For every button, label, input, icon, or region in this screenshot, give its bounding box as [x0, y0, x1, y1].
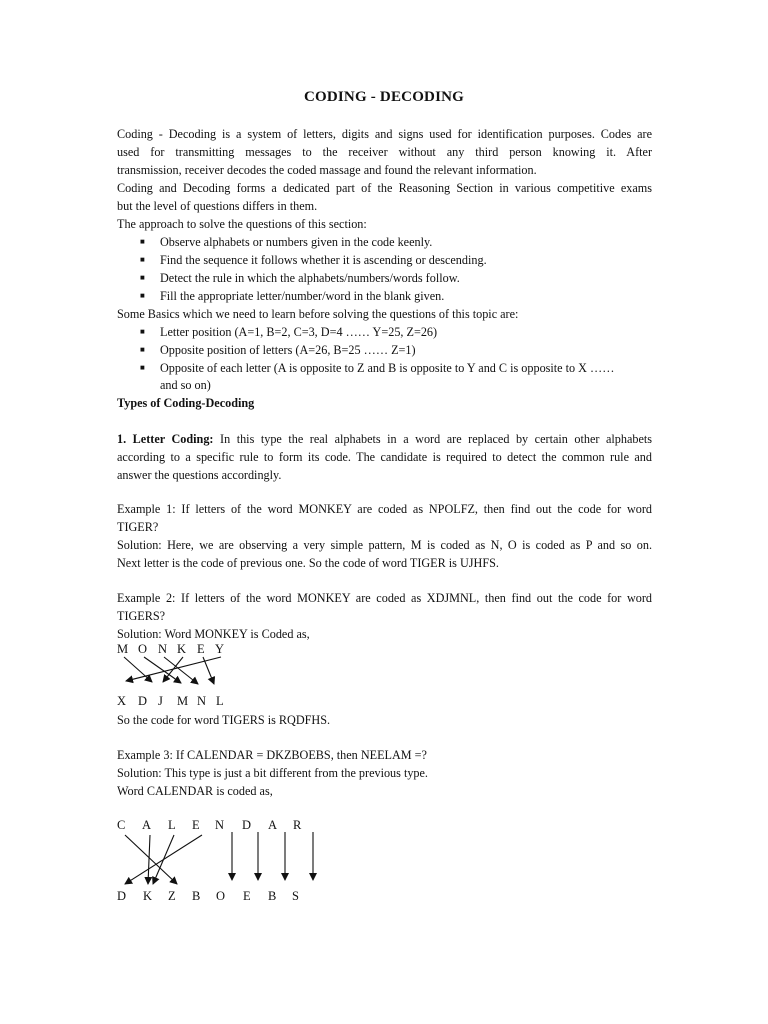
bullet-icon: ■ — [140, 237, 145, 246]
bottom-letter: M — [177, 694, 189, 708]
example2-line: TIGERS? — [117, 609, 166, 623]
bottom-letter: K — [143, 889, 153, 903]
approach-item: Observe alphabets or numbers given in the code keenly. — [160, 235, 433, 249]
basics-item-continued: and so on) — [160, 378, 211, 392]
basics-item: Opposite of each letter (A is opposite to Z and B is opposite to Y and C is opposite to X …… — [160, 361, 615, 375]
top-letter: N — [215, 818, 225, 832]
top-letter: Y — [215, 642, 225, 656]
example1-line: Example 1: If letters of the word MONKEY are coded as NPOLFZ, then find out the code for word — [117, 502, 652, 516]
intro-line: but the level of questions differs in them. — [117, 199, 318, 213]
top-letter: L — [168, 818, 176, 832]
types-heading: Types of Coding-Decoding — [117, 396, 255, 410]
top-letter: R — [293, 818, 302, 832]
bottom-letter: X — [117, 694, 127, 708]
page-title: CODING - DECODING — [303, 89, 465, 105]
intro-line: transmission, receiver decodes the coded massage and found the relevant information. — [117, 163, 537, 177]
basics-heading: Some Basics which we need to learn before solving the questions of this topic are: — [117, 307, 519, 321]
bullet-icon: ■ — [140, 345, 145, 354]
bottom-letter: D — [138, 694, 148, 708]
mapping-arrow — [203, 657, 214, 684]
bottom-letter: B — [192, 889, 201, 903]
top-letter: A — [142, 818, 152, 832]
top-letter: O — [138, 642, 148, 656]
mapping-arrow — [125, 835, 177, 884]
bullet-icon: ■ — [140, 327, 145, 336]
bottom-letter: D — [117, 889, 127, 903]
bottom-letter: Z — [168, 889, 176, 903]
example3-line: Example 3: If CALENDAR = DKZBOEBS, then NEELAM =? — [117, 748, 427, 762]
intro-line: Coding and Decoding forms a dedicated part of the Reasoning Section in various competitive exams — [117, 181, 652, 195]
example2-line: Example 2: If letters of the word MONKEY are coded as XDJMNL, then find out the code for word — [117, 591, 652, 605]
top-letter: K — [177, 642, 187, 656]
example3-line: Solution: This type is just a bit different from the previous type. — [117, 766, 428, 780]
bottom-letter: N — [197, 694, 207, 708]
letter-coding-label: 1. Letter Coding: — [117, 432, 214, 446]
top-letter: A — [268, 818, 278, 832]
approach-item: Find the sequence it follows whether it is ascending or descending. — [160, 253, 487, 267]
top-letter: E — [192, 818, 200, 832]
bottom-letter: L — [216, 694, 224, 708]
letter-coding-line: according to a specific rule to form its code. The candidate is required to detect the common rule and — [117, 450, 652, 464]
top-letter: N — [158, 642, 168, 656]
approach-item: Fill the appropriate letter/number/word in the blank given. — [160, 289, 445, 303]
letter-coding-line: answer the questions accordingly. — [117, 468, 282, 482]
bottom-letter: S — [292, 889, 299, 903]
example1-line: TIGER? — [117, 520, 159, 534]
top-letter: M — [117, 642, 129, 656]
approach-heading: The approach to solve the questions of this section: — [117, 217, 367, 231]
intro-line: used for transmitting messages to the receiver without any third person knowing it. After — [117, 145, 652, 159]
example1-line: Solution: Here, we are observing a very simple pattern, M is coded as N, O is coded as P and so on. — [117, 538, 652, 552]
bullet-icon: ■ — [140, 273, 145, 282]
top-letter: C — [117, 818, 126, 832]
letter-coding-text: In this type the real alphabets in a word are replaced by certain other alphabets — [213, 432, 652, 446]
top-letter: D — [242, 818, 252, 832]
intro-line: Coding - Decoding is a system of letters, digits and signs used for identification purposes. Codes are — [117, 127, 652, 141]
example3-line: Word CALENDAR is coded as, — [117, 784, 273, 798]
approach-item: Detect the rule in which the alphabets/numbers/words follow. — [160, 271, 460, 285]
bullet-icon: ■ — [140, 363, 145, 372]
bottom-letter: O — [216, 889, 226, 903]
basics-item: Letter position (A=1, B=2, C=3, D=4 …… Y=25, Z=26) — [160, 325, 438, 339]
basics-item: Opposite position of letters (A=26, B=25 …… Z=1) — [160, 343, 416, 357]
bottom-letter: B — [268, 889, 277, 903]
bottom-letter: E — [243, 889, 251, 903]
bullet-icon: ■ — [140, 291, 145, 300]
top-letter: E — [197, 642, 205, 656]
bullet-icon: ■ — [140, 255, 145, 264]
mapping-arrow — [148, 835, 150, 884]
mapping-arrow — [153, 835, 174, 884]
example2-line: Solution: Word MONKEY is Coded as, — [117, 627, 310, 641]
example2-line: So the code for word TIGERS is RQDFHS. — [117, 713, 331, 727]
example1-line: Next letter is the code of previous one. So the code of word TIGER is UJHFS. — [117, 556, 499, 570]
bottom-letter: J — [158, 694, 163, 708]
